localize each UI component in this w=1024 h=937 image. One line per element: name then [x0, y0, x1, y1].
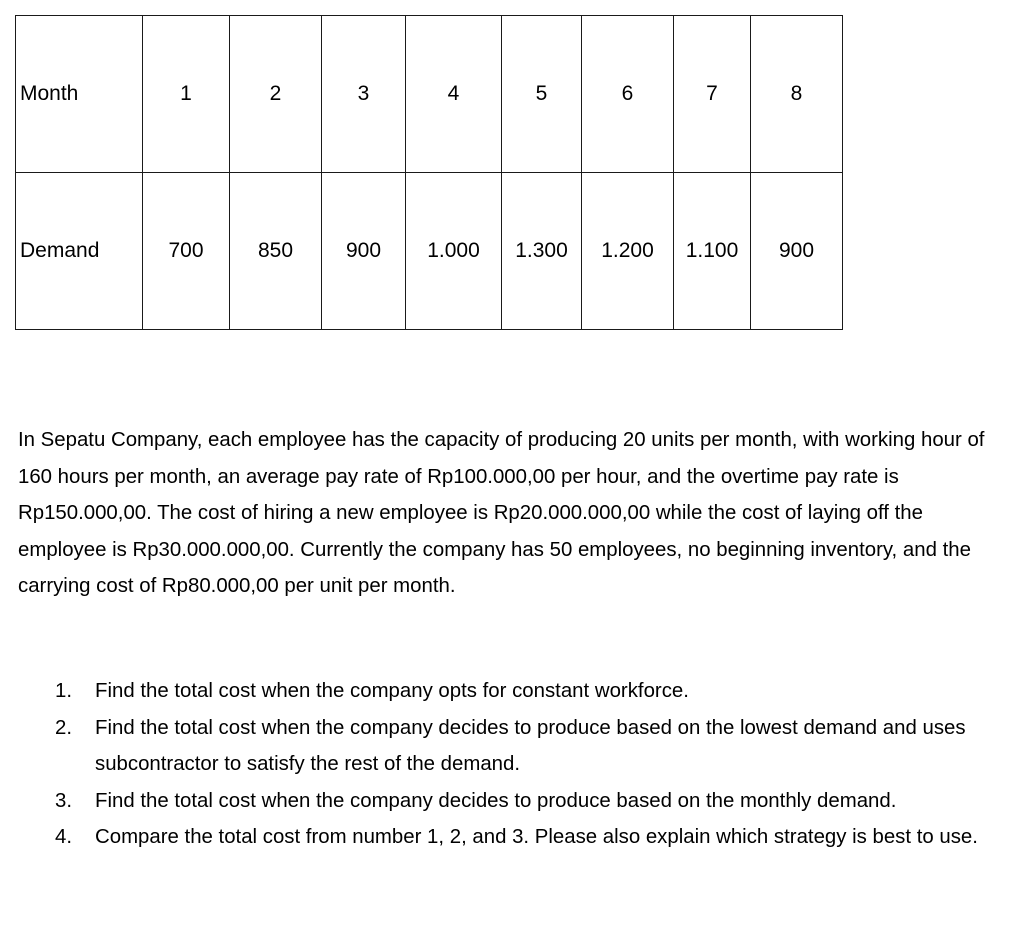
- demand-cell: 1.300: [502, 173, 582, 330]
- demand-cell: 900: [322, 173, 406, 330]
- month-label: Month: [16, 16, 143, 173]
- demand-label: Demand: [16, 173, 143, 330]
- month-cell: 1: [143, 16, 230, 173]
- month-row: [16, 16, 843, 173]
- question-text: Compare the total cost from number 1, 2, and 3. Please also explain which strategy is best to use.: [95, 826, 978, 848]
- question-number: 2.: [55, 716, 73, 739]
- question-item: [55, 673, 1005, 710]
- question-list: [55, 673, 1005, 856]
- question-number: 4.: [55, 826, 73, 848]
- demand-cell: 1.000: [406, 173, 502, 330]
- demand-cell: 900: [751, 173, 843, 330]
- demand-cell: 850: [230, 173, 322, 330]
- problem-statement: In Sepatu Company, each employee has the capacity of producing 20 units per month, with working hour of 160 hours per month, an average pay rate of Rp100.000,00 per hour, and the overtime pay rate is Rp150.000,00. The cost of hiring a new employee is Rp20.000.000,00 while the cost of laying off the employee is Rp30.000.000,00. Currently the company has 50 employees, no beginning inventory, and the carrying cost of Rp80.000,00 per unit per month.: [18, 429, 985, 597]
- month-cell: 2: [230, 16, 322, 173]
- month-cell: 7: [674, 16, 751, 173]
- month-cell: 8: [751, 16, 843, 173]
- month-cell: 6: [582, 16, 674, 173]
- question-item: [55, 819, 1005, 856]
- month-cell: 4: [406, 16, 502, 173]
- demand-cell: 1.100: [674, 173, 751, 330]
- question-text: Find the total cost when the company opts for constant workforce.: [95, 680, 689, 702]
- question-text: Find the total cost when the company decides to produce based on the lowest demand and uses subcontractor to satisfy the rest of the demand.: [95, 716, 966, 775]
- month-cell: 5: [502, 16, 582, 173]
- question-number: 1.: [55, 680, 73, 702]
- demand-cell: 700: [143, 173, 230, 330]
- demand-row: [16, 173, 843, 330]
- month-cell: 3: [322, 16, 406, 173]
- demand-table: [15, 15, 843, 330]
- demand-cell: 1.200: [582, 173, 674, 330]
- question-item: [55, 783, 1005, 820]
- question-text: Find the total cost when the company decides to produce based on the monthly demand.: [95, 789, 897, 812]
- question-item: [55, 710, 1005, 783]
- question-number: 3.: [55, 789, 73, 812]
